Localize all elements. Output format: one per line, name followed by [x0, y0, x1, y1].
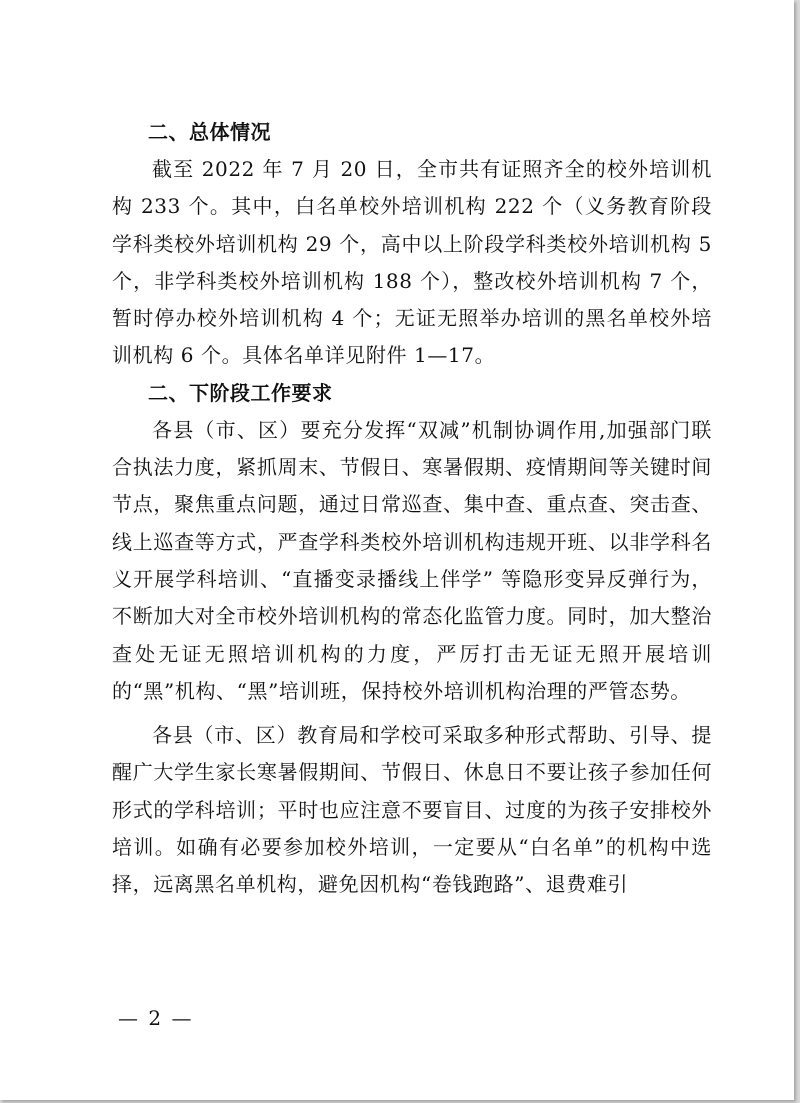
- section-heading-next-stage: 二、下阶段工作要求: [148, 380, 333, 405]
- section-heading-overview: 二、总体情况: [148, 120, 271, 144]
- requirements-paragraph-1: 各县（市、区）要充分发挥“双减”机制协调作用,加强部门联合执法力度，紧抓周末、节假日、寒暑假期、疫情期间等关键时间节点，聚焦重点问题，通过日常巡查、集中查、重点查、突击查、线上巡查等方式，严查学科类校外培训机构违规开班、以非学科名义开展学科培训、“直播变录播线上伴学” 等隐形变异反弹行为，不断加大对全市校外培训机构的常态化监管力度。同时，加大整治查处无证无照培训机构的力度，严厉打击无证无照开展培训的“黑”机构、“黑”培训班，保持校外培训机构治理的严管态势。: [112, 417, 712, 703]
- overview-paragraph: 截至 2022 年 7 月 20 日，全市共有证照齐全的校外培训机构 233 个。其中，白名单校外培训机构 222 个（义务教育阶段学科类校外培训机构 29 个，高中以上阶段学科类校外培训机构 5 个，非学科类校外培训机构 188 个），整改校外培训机构 7 个，暂时停办校外培训机构 4 个；无证无照举办培训的黑名单校外培训机构 6 个。具体名单详见附件 1—17。: [112, 157, 712, 368]
- page-number: — 2 —: [118, 1006, 194, 1030]
- document-body: [112, 114, 712, 904]
- requirements-paragraph-2: 各县（市、区）教育局和学校可采取多种形式帮助、引导、提醒广大学生家长寒暑假期间、节假日、休息日不要让孩子参加任何形式的学科培训；平时也应注意不要盲目、过度的为孩子安排校外培训。如确有必要参加校外培训，一定要从“白名单”的机构中选择，远离黑名单机构，避免因机构“卷钱跑路”、退费难引: [112, 723, 712, 897]
